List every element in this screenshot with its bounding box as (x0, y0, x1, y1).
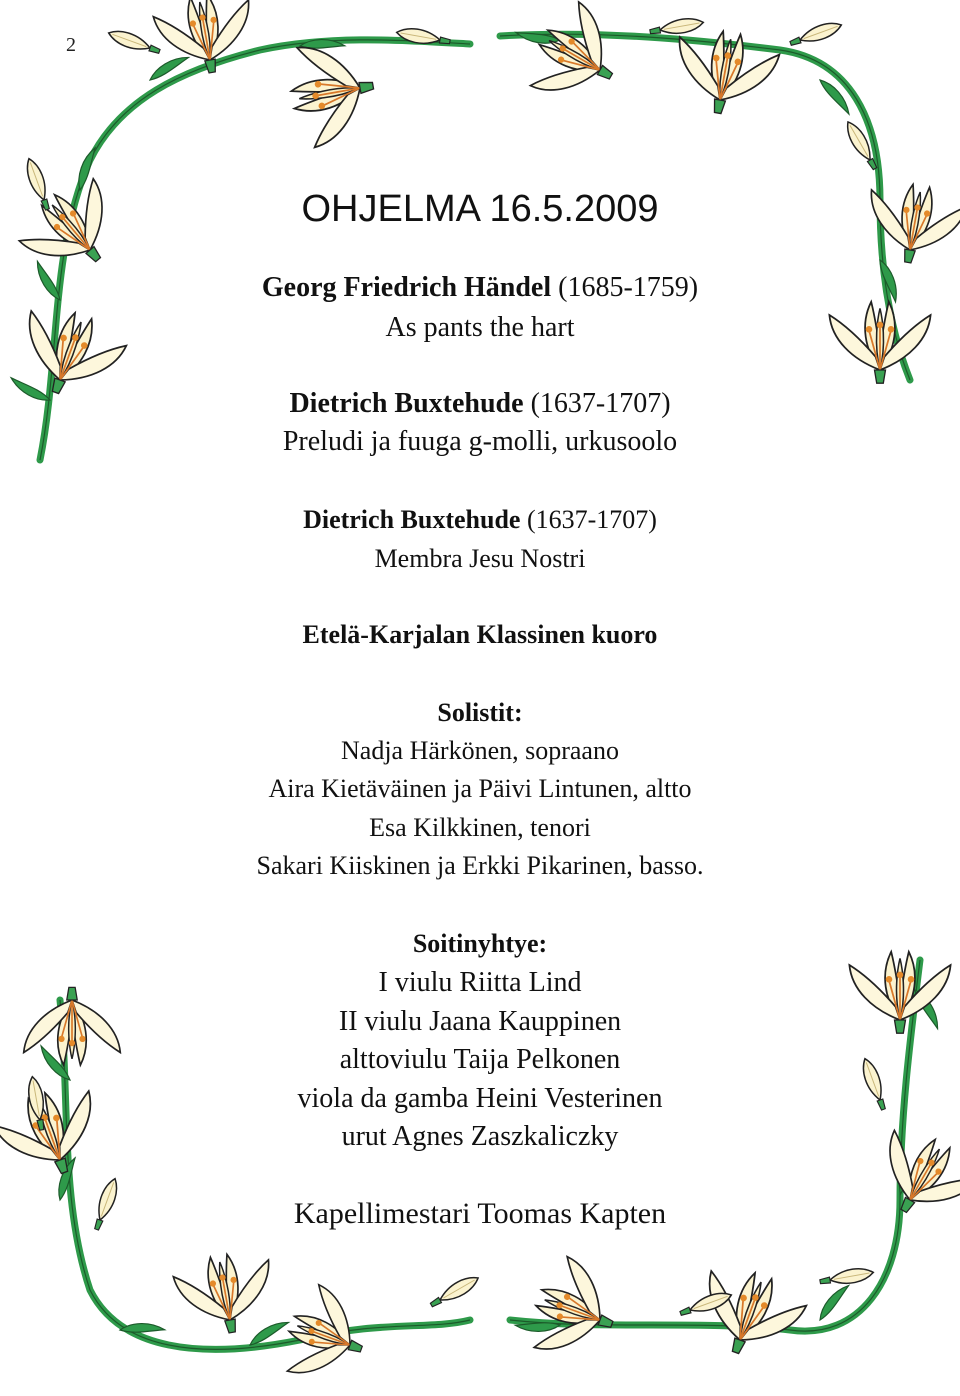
program-item-3-heading (0, 505, 960, 535)
program-item-2-work: Preludi ja fuuga g-molli, urkusoolo (282, 426, 678, 457)
program-item-3-work: Membra Jesu Nostri (374, 544, 586, 573)
program-item-1-heading (0, 272, 960, 304)
ensemble-line: urut Agnes Zaszkaliczky (341, 1121, 619, 1152)
program-item-2-heading (0, 388, 960, 420)
composer-name: Dietrich Buxtehude (289, 388, 524, 419)
soloist-line: Esa Kilkkinen, tenori (369, 813, 591, 842)
soloist-line: Aira Kietäväinen ja Päivi Lintunen, altto (268, 774, 692, 803)
ensemble-line: I viulu Riitta Lind (378, 967, 582, 998)
soloist-line: Nadja Härkönen, sopraano (341, 736, 619, 765)
ensemble-line: alttoviulu Taija Pelkonen (339, 1044, 621, 1075)
ensemble-line: II viulu Jaana Kauppinen (338, 1006, 622, 1037)
composer-name: Georg Friedrich Händel (261, 272, 552, 303)
soloist-line: Sakari Kiiskinen ja Erkki Pikarinen, basso. (256, 851, 704, 880)
composer-years: (1637-1707) (530, 388, 671, 419)
page-title: OHJELMA 16.5.2009 (301, 188, 659, 230)
conductor-line: Kapellimestari Toomas Kapten (293, 1197, 667, 1230)
composer-name: Dietrich Buxtehude (303, 505, 521, 534)
ensemble-line: viola da gamba Heini Vesterinen (297, 1083, 663, 1114)
program-item-1-work: As pants the hart (385, 312, 575, 343)
choir-name: Etelä-Karjalan Klassinen kuoro (302, 620, 658, 649)
ensemble-heading: Soitinyhtye: (412, 929, 548, 958)
composer-years: (1637-1707) (526, 505, 657, 534)
soloists-heading: Solistit: (437, 698, 523, 727)
page-number: 2 (66, 34, 76, 56)
composer-years: (1685-1759) (558, 272, 699, 303)
